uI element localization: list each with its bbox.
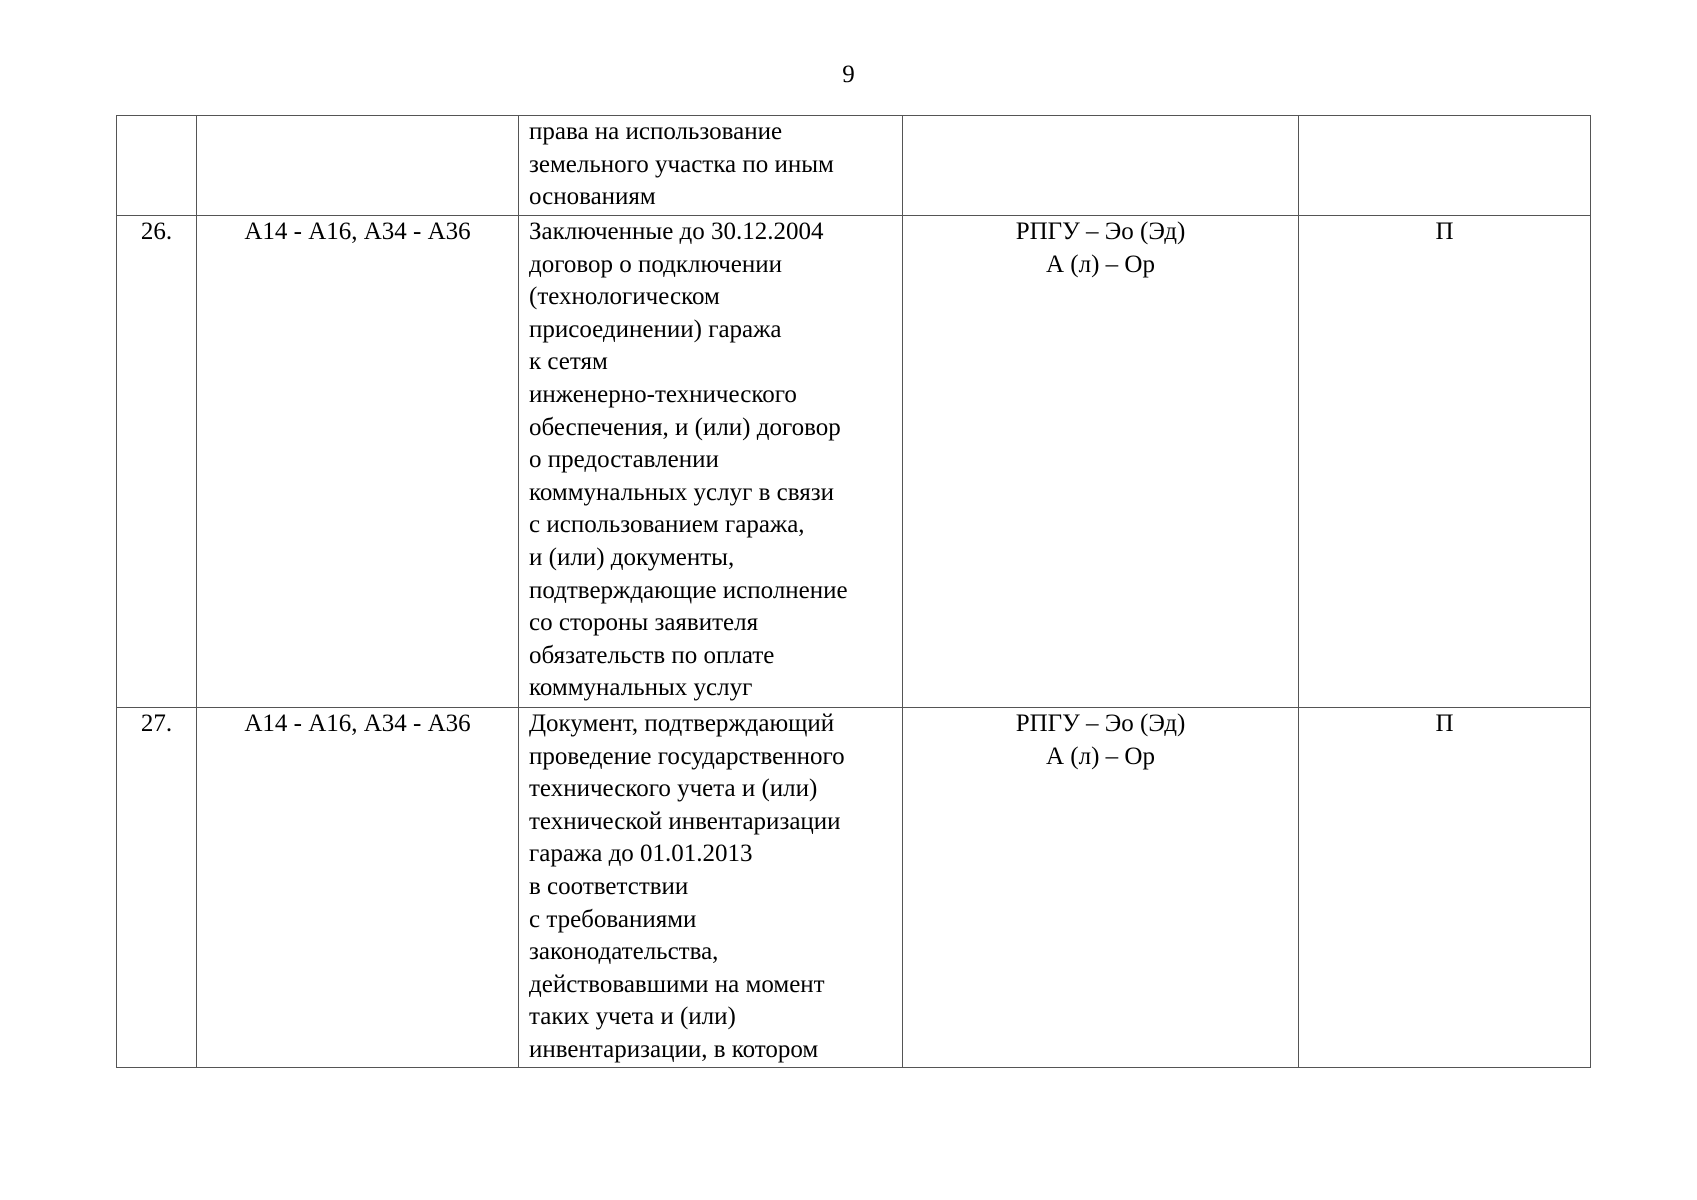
description-line: с использованием гаража, [529, 511, 805, 539]
row-type-cell [1299, 216, 1591, 708]
description-line: инвентаризации, в котором [529, 1035, 819, 1063]
row-type: П [1435, 710, 1454, 737]
row-channel-cell [903, 708, 1299, 1068]
description-line: о предоставлении [529, 446, 719, 474]
row-codes: А14 - А16, А34 - А36 [244, 218, 471, 245]
channel-line: А (л) – Ор [1046, 250, 1155, 278]
description-line: основаниям [529, 183, 656, 211]
row-type-cell [1299, 116, 1591, 216]
table-row [117, 708, 1591, 1068]
description-line: договор о подключении [529, 250, 783, 278]
description-line: законодательства, [529, 938, 719, 966]
row-number-cell [117, 116, 197, 216]
description-line: коммунальных услуг [529, 674, 753, 702]
channel-line: РПГУ – Эо (Эд) [1015, 710, 1186, 737]
row-codes-cell [197, 116, 519, 216]
row-number: 27. [140, 710, 173, 737]
description-line: технического учета и (или) [529, 775, 818, 803]
row-codes-cell [197, 216, 519, 708]
description-line: с требованиями [529, 905, 697, 933]
channel-line: РПГУ – Эо (Эд) [1015, 218, 1186, 245]
row-channel-cell [903, 116, 1299, 216]
row-codes: А14 - А16, А34 - А36 [244, 710, 471, 737]
table-row [117, 216, 1591, 708]
description-line: проведение государственного [529, 742, 845, 770]
description-line: права на использование [529, 118, 783, 145]
description-line: инженерно-технического [529, 380, 797, 408]
description-line: со стороны заявителя [529, 609, 759, 637]
row-type-cell [1299, 708, 1591, 1068]
description-line: обязательств по оплате [529, 641, 775, 669]
description-line: гаража до 01.01.2013 [529, 840, 753, 868]
description-line: подтверждающие исполнение [529, 576, 848, 604]
channel-line: А (л) – Ор [1046, 742, 1155, 770]
row-number: 26. [140, 218, 173, 245]
description-line: в соответствии [529, 872, 689, 900]
row-channel-cell [903, 216, 1299, 708]
description-line: Документ, подтверждающий [529, 710, 835, 737]
description-line: таких учета и (или) [529, 1003, 736, 1031]
documents-table [116, 115, 1591, 1068]
row-number-cell [117, 216, 197, 708]
description-line: присоединении) гаража [529, 315, 782, 343]
description-line: коммунальных услуг в связи [529, 478, 834, 506]
row-number-cell [117, 708, 197, 1068]
description-line: и (или) документы, [529, 543, 735, 571]
description-line: Заключенные до 30.12.2004 [529, 218, 824, 245]
page-number: 9 [842, 61, 855, 88]
row-type: П [1435, 218, 1454, 245]
row-description-cell [519, 216, 903, 708]
table-row [117, 116, 1591, 216]
description-line: к сетям [529, 348, 608, 376]
description-line: технической инвентаризации [529, 807, 841, 835]
row-description-cell [519, 708, 903, 1068]
description-line: (технологическом [529, 283, 720, 311]
description-line: земельного участка по иным [529, 150, 834, 178]
row-codes-cell [197, 708, 519, 1068]
row-description-cell [519, 116, 903, 216]
description-line: обеспечения, и (или) договор [529, 413, 841, 441]
description-line: действовавшими на момент [529, 970, 825, 998]
